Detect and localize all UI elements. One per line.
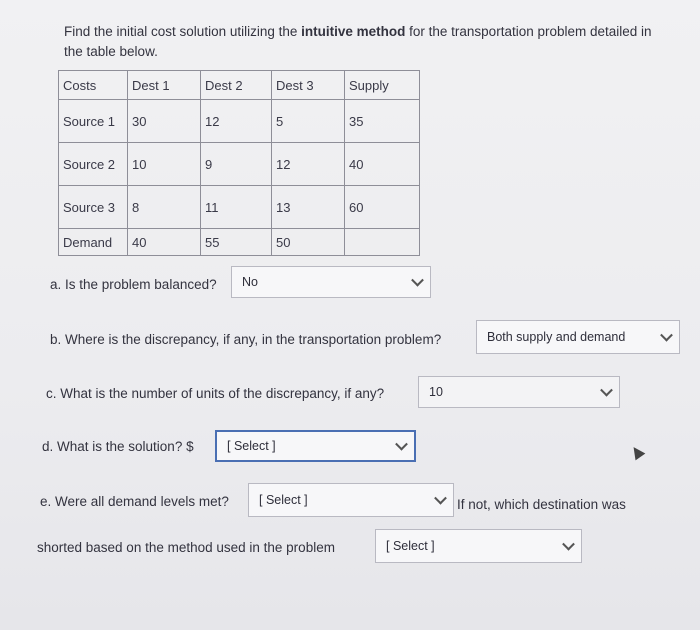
question-f-label: shorted based on the method used in the problem	[37, 540, 335, 555]
table-row	[59, 143, 420, 186]
table-cell: 8	[128, 186, 201, 229]
question-c-label: c. What is the number of units of the discrepancy, if any?	[46, 386, 385, 401]
table-cell: 40	[345, 143, 420, 186]
chevron-down-icon	[660, 329, 673, 342]
chevron-down-icon	[562, 538, 575, 551]
table-header-cell: Dest 3	[272, 71, 345, 100]
table-row	[59, 186, 420, 229]
table-cell: 30	[128, 100, 201, 143]
table-row	[59, 100, 420, 143]
question-a-label: a. Is the problem balanced?	[50, 277, 217, 292]
shorted-destination-value: [ Select ]	[386, 539, 435, 553]
table-cell: 11	[201, 186, 272, 229]
table-cell: 12	[272, 143, 345, 186]
table-cell: 13	[272, 186, 345, 229]
discrepancy-units-dropdown[interactable]	[418, 376, 620, 408]
chevron-down-icon	[434, 492, 447, 505]
problem-statement	[64, 22, 674, 62]
table-cell: Source 1	[59, 100, 128, 143]
table-cell: Demand	[59, 229, 128, 256]
discrepancy-units-value: 10	[429, 385, 443, 399]
chevron-down-icon	[411, 274, 424, 287]
chevron-down-icon	[600, 384, 613, 397]
question-e-trailing: If not, which destination was	[457, 497, 626, 512]
demand-met-dropdown-value: [ Select ]	[259, 493, 308, 507]
mouse-cursor-icon	[629, 444, 646, 461]
solution-dropdown[interactable]	[215, 430, 416, 462]
question-e-label: e. Were all demand levels met?	[40, 494, 229, 509]
balanced-dropdown-value: No	[242, 275, 258, 289]
question-b-label: b. Where is the discrepancy, if any, in the transportation problem?	[50, 332, 442, 347]
cost-table	[58, 70, 420, 256]
table-header-cell: Supply	[345, 71, 420, 100]
table-cell: 9	[201, 143, 272, 186]
chevron-down-icon	[395, 438, 408, 451]
table-cell	[345, 229, 420, 256]
shorted-destination-dropdown[interactable]	[375, 529, 582, 563]
table-cell: Source 3	[59, 186, 128, 229]
table-cell: 12	[201, 100, 272, 143]
problem-text-end: for the transportation problem detailed in the table below.	[64, 24, 652, 59]
problem-text-start: Find the initial cost solution utilizing the	[64, 24, 302, 39]
table-header-cell: Dest 1	[128, 71, 201, 100]
table-cell: 35	[345, 100, 420, 143]
table-header-cell: Dest 2	[201, 71, 272, 100]
table-cell: 10	[128, 143, 201, 186]
table-row	[59, 229, 420, 256]
table-cell: 55	[201, 229, 272, 256]
balanced-dropdown[interactable]	[231, 266, 431, 298]
problem-text-bold: intuitive method	[301, 24, 406, 39]
table-cell: 60	[345, 186, 420, 229]
table-header-row	[59, 71, 420, 100]
table-cell: 50	[272, 229, 345, 256]
discrepancy-location-value: Both supply and demand	[487, 330, 626, 344]
table-cell: 5	[272, 100, 345, 143]
question-d-label: d. What is the solution? $	[42, 439, 194, 454]
table-header-cell: Costs	[59, 71, 128, 100]
solution-dropdown-value: [ Select ]	[227, 439, 276, 453]
demand-met-dropdown[interactable]	[248, 483, 454, 517]
table-cell: 40	[128, 229, 201, 256]
table-cell: Source 2	[59, 143, 128, 186]
discrepancy-location-dropdown[interactable]	[476, 320, 680, 354]
